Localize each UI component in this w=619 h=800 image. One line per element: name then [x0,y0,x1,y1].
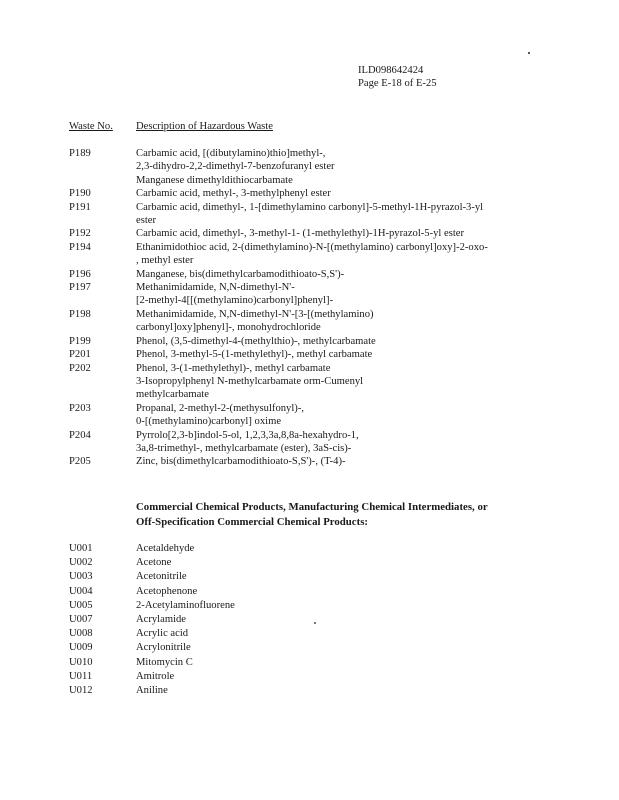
waste-entry [0,268,619,281]
waste-entry [0,201,619,228]
description-line: Methanimidamide, N,N-dimethyl-N'-[3-[(methylamino) [136,308,374,320]
waste-description [136,227,556,240]
waste-code: P198 [69,308,91,320]
u-waste-list [0,542,619,698]
waste-description [136,241,556,268]
description-line: Carbamic acid, dimethyl-, 3-methyl-1- (1-methylethyl)-1H-pyrazol-5-yl ester [136,228,464,240]
waste-code: P191 [69,201,91,213]
waste-entry [0,187,619,200]
chemical-name: Acetone [136,557,172,569]
waste-code: P202 [69,362,91,374]
p-waste-list [0,147,619,469]
waste-code: U007 [69,613,93,625]
waste-entry [0,147,619,187]
waste-code: U008 [69,628,93,640]
description-line: 0-[(methylamino)carbonyl] oxime [136,416,282,428]
waste-code: P190 [69,188,91,200]
waste-description [136,362,556,402]
description-line: Manganese, bis(dimethylcarbamodithioato-S,S')- [136,268,345,280]
waste-entry [0,308,619,335]
chemical-name: Mitomycin C [136,656,193,668]
document-id: ILD098642424 [358,65,424,76]
chemical-name: Acetaldehyde [136,543,195,554]
waste-entry [0,241,619,268]
section-heading-line-1: Commercial Chemical Products, Manufacturing Chemical Intermediates, or [136,501,488,513]
waste-entry [0,402,619,429]
waste-entry [0,348,619,361]
waste-entry [0,670,619,684]
chemical-name: Acrylic acid [136,628,189,640]
waste-code: P196 [69,268,91,280]
waste-code: P201 [69,349,91,361]
waste-entry [0,684,619,698]
waste-entry [0,570,619,584]
section-heading-line-2: Off-Specification Commercial Chemical Products: [136,515,368,528]
description-line: 3a,8-trimethyl-, methylcarbamate (ester), 3aS-cis)- [136,442,352,454]
description-line: Carbamic acid, dimethyl-, 1-[dimethylamino carbonyl]-5-methyl-1H-pyrazol-3-yl [136,201,484,213]
description-line: , methyl ester [136,255,194,267]
waste-code: U004 [69,585,93,597]
waste-entry [0,281,619,308]
waste-code: U011 [69,670,93,682]
page-number: Page E-18 of E-25 [358,78,437,89]
waste-code: P192 [69,228,91,240]
scan-speck [528,52,530,54]
waste-description [136,147,556,187]
description-line: Zinc, bis(dimethylcarbamodithioato-S,S')-, (T-4)- [136,456,346,468]
waste-entry [0,429,619,456]
scan-speck [314,622,316,624]
waste-entry [0,599,619,613]
waste-code: U009 [69,642,93,654]
description-line: carbonyl]oxy]phenyl]-, monohydrochloride [136,322,321,334]
chemical-name: Acetonitrile [136,571,187,583]
description-line: Methanimidamide, N,N-dimethyl-N'- [136,282,295,294]
waste-code: U005 [69,599,93,611]
description-line: 2,3-dihydro-2,2-dimethyl-7-benzofuranyl ester [136,161,335,173]
waste-code: P189 [69,148,91,159]
description-line: Phenol, (3,5-dimethyl-4-(methylthio)-, methylcarbamate [136,335,376,347]
waste-description [136,187,556,200]
description-line: methylcarbamate [136,389,209,401]
chemical-name: Acrylonitrile [136,642,191,654]
description-line: Carbamic acid, methyl-, 3-methylphenyl ester [136,188,331,200]
waste-description [136,335,556,348]
description-line: Carbamic acid, [(dibutylamino)thio]methyl-, [136,148,326,159]
waste-code: P204 [69,429,91,441]
waste-code: U001 [69,543,93,554]
waste-code: U010 [69,656,93,668]
waste-entry [0,455,619,468]
waste-entry [0,656,619,670]
description-line: 3-Isopropylphenyl N-methylcarbamate orm-Cumenyl [136,375,364,387]
waste-code: U012 [69,684,93,696]
waste-code: P194 [69,241,91,253]
waste-description [136,268,556,281]
waste-code: P197 [69,282,91,294]
waste-code: U003 [69,571,93,583]
chemical-name: Aniline [136,684,168,696]
waste-description [136,348,556,361]
waste-entry [0,335,619,348]
chemical-name: Acrylamide [136,613,187,625]
waste-description [136,201,556,228]
description-line: Phenol, 3-(1-methylethyl)-, methyl carbamate [136,362,331,374]
description-line: Pyrrolo[2,3-b]indol-5-ol, 1,2,3,3a,8,8a-hexahydro-1, [136,429,359,441]
description-line: ester [136,215,156,227]
waste-description [136,402,556,429]
waste-code: U002 [69,557,93,569]
waste-description [136,308,556,335]
waste-entry [0,542,619,556]
description-line: Phenol, 3-methyl-5-(1-methylethyl)-, methyl carbamate [136,349,373,361]
chemical-name: Acetophenone [136,585,198,597]
description-column-heading: Description of Hazardous Waste [136,121,273,132]
waste-description [136,455,556,468]
description-line: Propanal, 2-methyl-2-(methysulfonyl)-, [136,402,304,414]
description-line: Manganese dimethyldithiocarbamate [136,174,293,186]
section-heading [136,500,488,529]
waste-entry [0,362,619,402]
waste-code: P199 [69,335,91,347]
waste-code: P203 [69,402,91,414]
waste-code: P205 [69,456,91,468]
chemical-name: 2-Acetylaminofluorene [136,599,235,611]
chemical-name: Amitrole [136,670,175,682]
waste-description [136,281,556,308]
waste-entry [0,227,619,240]
description-line: [2-methyl-4[[(methylamino)carbonyl]phenyl]- [136,295,334,307]
waste-entry [0,627,619,641]
waste-entry [0,613,619,627]
waste-entry [0,585,619,599]
waste-entry [0,556,619,570]
page-header [358,64,437,90]
waste-description [136,429,556,456]
description-line: Ethanimidothioc acid, 2-(dimethylamino)-N-[(methylamino) carbonyl]oxy]-2-oxo- [136,241,488,253]
waste-entry [0,641,619,655]
waste-no-column-heading: Waste No. [69,121,113,132]
